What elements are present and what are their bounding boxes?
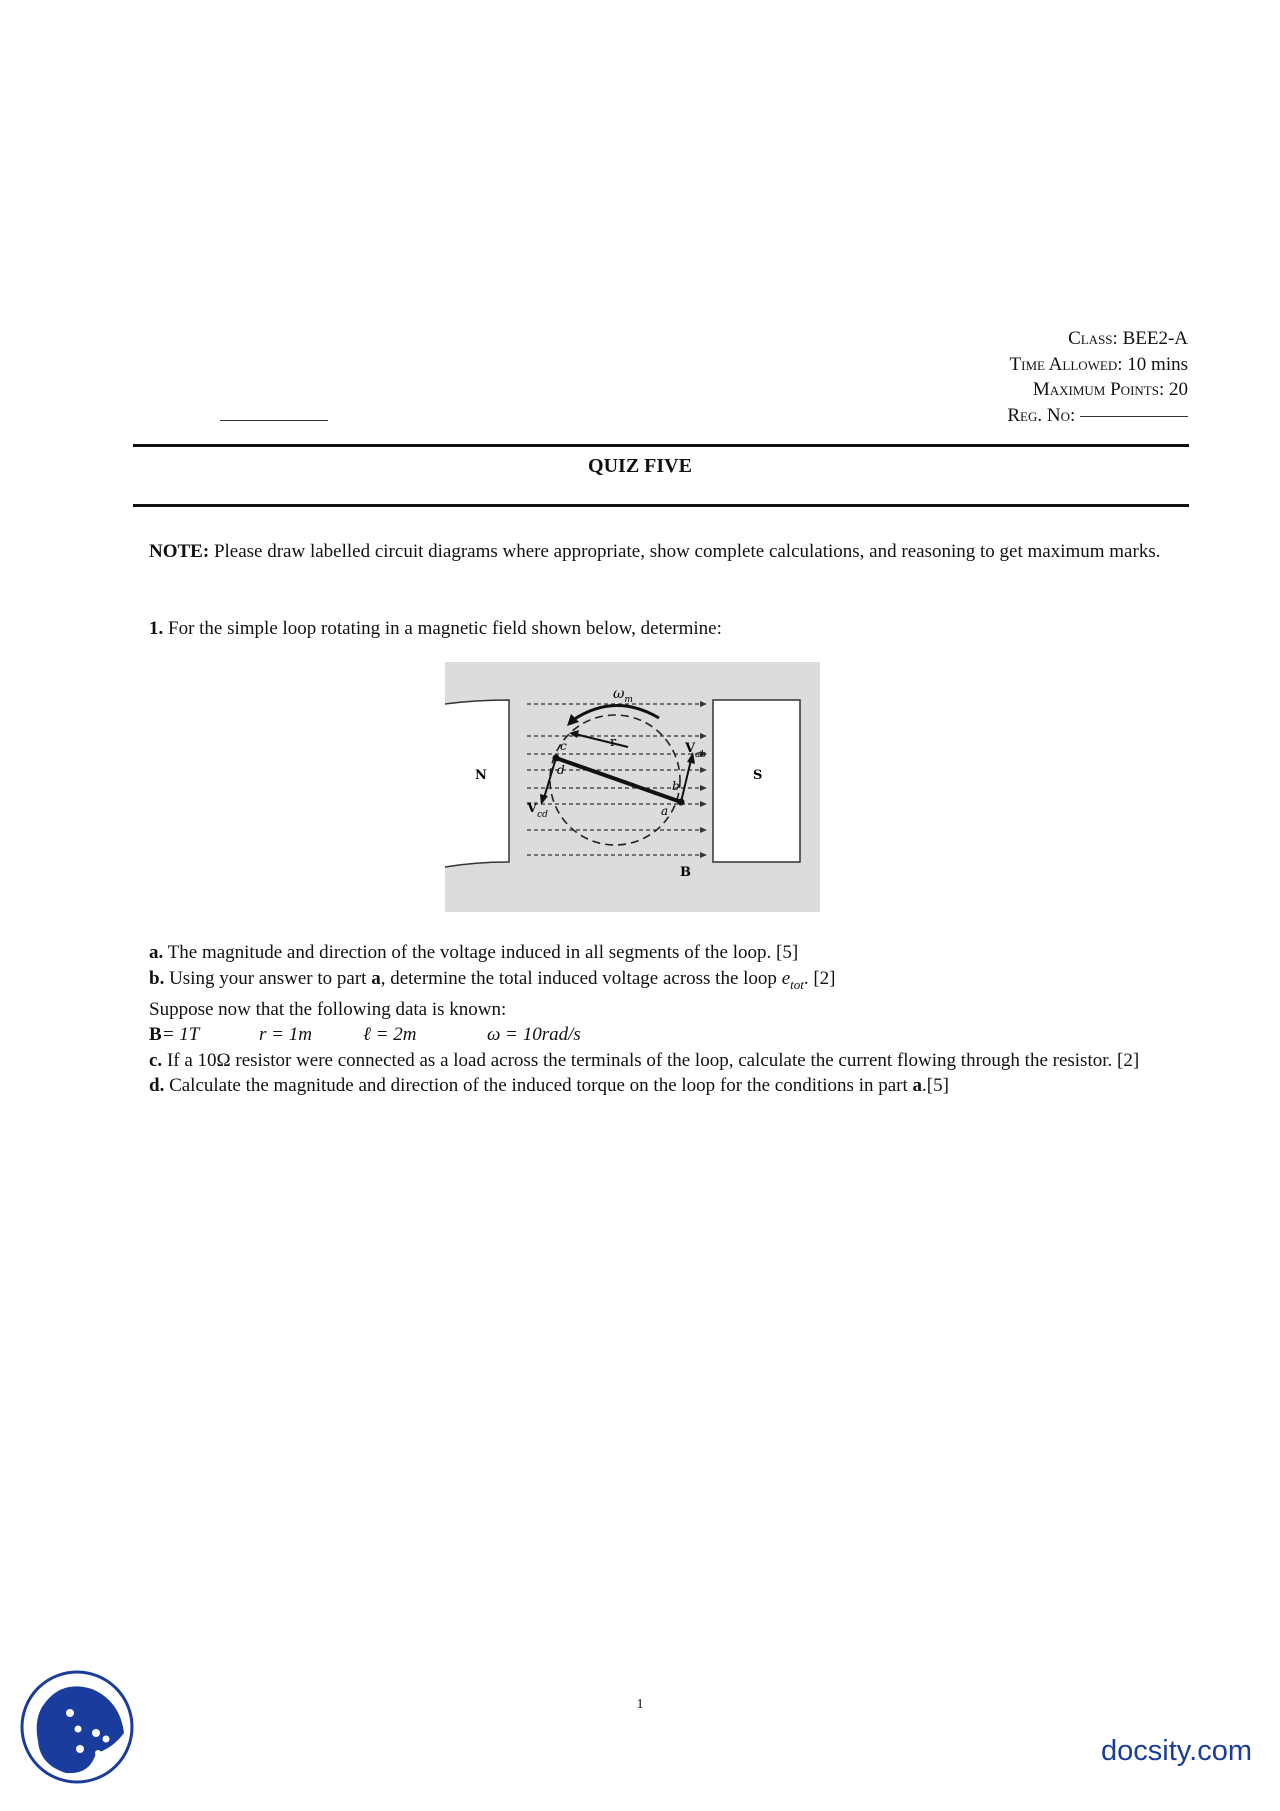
part-b-label: b. [149,967,165,989]
name-blank [220,420,328,421]
reg-blank [1080,415,1188,417]
class-line [1007,326,1188,352]
data-l: ℓ = 2m [363,1024,417,1046]
omega-label: $\omega_m$ [613,686,633,705]
part-d [149,1073,1167,1099]
part-a-label: a. [149,942,164,963]
south-label: S [753,768,763,783]
vcd-arrow [544,758,556,798]
part-d-text2: .[5] [922,1075,949,1097]
data-w: ω = 10rad/s [487,1024,581,1046]
brand-link[interactable]: docsity.com [1101,1735,1252,1767]
part-c [149,1048,1167,1074]
question-text: For the simple loop rotating in a magnetic field shown below, determine: [163,618,722,639]
vab-label: $V_{ab}$ [685,741,707,760]
part-a-text: The magnitude and direction of the voltage induced in all segments of the loop. [5] [163,942,799,963]
part-b [149,966,1167,997]
loop-conductor [556,758,681,802]
part-a [149,940,1167,966]
field-label: B [680,865,691,880]
question-number: 1. [149,618,164,639]
note-text: Please draw labelled circuit diagrams where appropriate, show complete calculations, and reasoning to get maximum marks. [209,541,1161,562]
part-b-text2: , determine the total induced voltage across the loop [380,967,782,989]
note-label: NOTE: [149,541,210,562]
docsity-logo-icon[interactable] [20,1667,135,1791]
part-d-label: d. [149,1075,165,1097]
vcd-label: $V_{cd}$ [527,801,548,820]
part-b-text1: Using your answer to part [164,967,372,989]
top-rule [133,444,1189,447]
part-b-sub: tot [790,976,804,992]
field-arrowheads [700,701,707,858]
data-b-symbol: B [149,1024,162,1046]
d-label: d [557,763,565,777]
points-value: 20 [1169,379,1188,400]
data-b-value: = 1T [161,1024,200,1046]
north-pole-shape [445,700,509,867]
r-label: r [610,735,617,750]
b-label: b [672,779,680,793]
part-b-ref: a [371,967,381,989]
vcd-arrowhead [540,794,548,805]
data-r: r = 1m [259,1024,312,1046]
given-data [149,1022,1167,1048]
time-line [1007,352,1188,378]
exam-header [1007,326,1188,428]
loop-diagram [445,662,820,912]
part-b-var: e [781,967,791,989]
reg-line [1007,403,1188,429]
data-b [149,1022,259,1048]
vab-arrow [681,760,691,802]
rotating-loop-figure [445,662,820,912]
reg-label: Reg. No: [1007,404,1076,426]
class-label: Class: [1068,328,1118,349]
radius-arrowhead [569,730,579,738]
note [149,539,1167,565]
time-value: 10 mins [1127,353,1188,375]
part-c-label: c. [149,1049,163,1071]
points-line [1007,377,1188,403]
bottom-rule [133,504,1189,507]
question-parts [149,940,1167,1099]
time-label: Time Allowed: [1009,353,1123,375]
question-1 [149,616,1167,642]
page-number: 1 [636,1697,644,1712]
c-label: c [560,739,567,753]
rotation-arrow [573,705,659,720]
suppose-line: Suppose now that the following data is known: [149,998,507,1020]
part-c-text: If a 10Ω resistor were connected as a load across the terminals of the loop, calculate the current flowing through the resistor. [2] [162,1049,1140,1071]
a-label: a [661,804,669,818]
north-label: N [475,768,487,783]
page-title: QUIZ FIVE [588,455,692,477]
class-value: BEE2-A [1122,328,1188,349]
part-d-text1: Calculate the magnitude and direction of the induced torque on the loop for the conditions in part [164,1075,913,1097]
part-b-text3: . [2] [803,967,836,989]
points-label: Maximum Points: [1032,379,1165,400]
part-d-ref: a [912,1075,923,1097]
